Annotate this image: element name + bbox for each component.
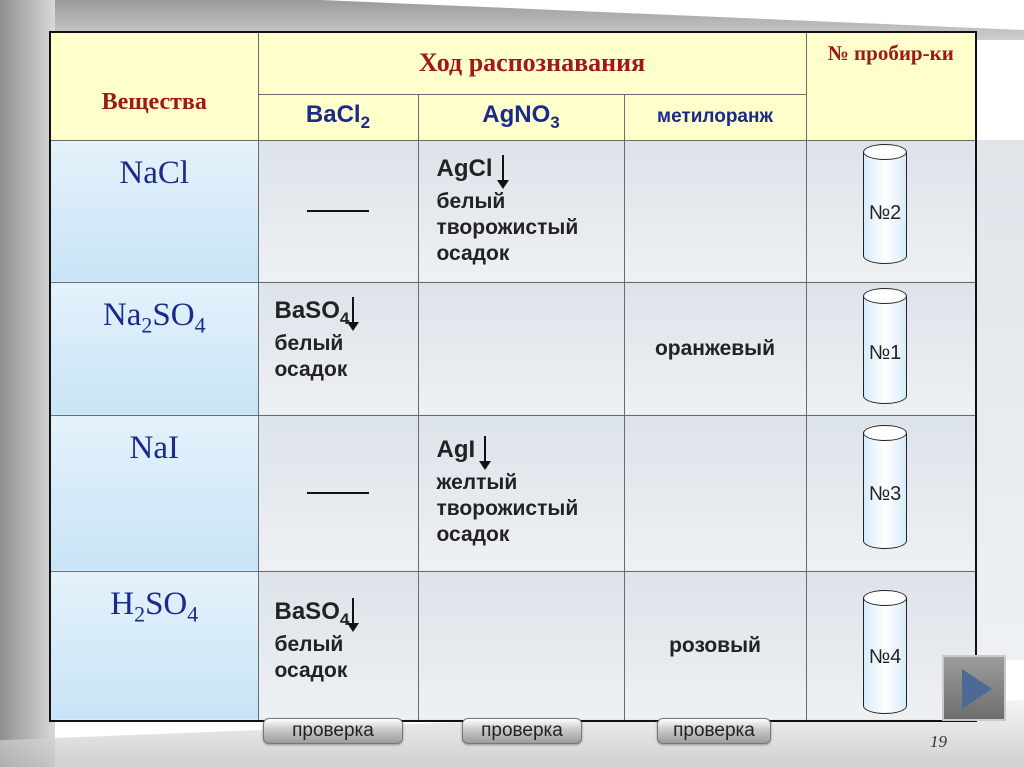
next-slide-button[interactable] (942, 655, 1006, 721)
agno3-result-cell (418, 282, 624, 415)
reagent-cell-bacl2 (258, 94, 418, 140)
table-row (50, 140, 976, 282)
substance-name: $Na_2SO_4$ (102, 296, 206, 338)
table-row (50, 415, 976, 571)
result-line: творожистый (436, 496, 579, 520)
result-line: желтый (436, 470, 518, 494)
header-procedure: Ход распознавания (418, 48, 646, 78)
no-reaction-dash (307, 210, 369, 212)
test-tube-icon[interactable] (863, 590, 907, 720)
reagent-cell-methyl-orange (624, 94, 806, 140)
bacl2-result-cell (258, 415, 418, 571)
substance-cell (50, 282, 258, 415)
test-tube-icon[interactable] (863, 144, 907, 270)
precipitate-arrow-icon (479, 436, 491, 470)
bacl2-result-cell (258, 571, 418, 721)
header-substances-cell (50, 32, 258, 140)
substance-cell (50, 415, 258, 571)
result-line: белый (436, 189, 506, 213)
precipitate-arrow-icon (497, 155, 509, 189)
slide-number: 19 (930, 732, 947, 751)
methyl-result-cell (624, 140, 806, 282)
background-wedge-left (0, 0, 55, 767)
header-substances: Вещества (101, 88, 207, 115)
header-tube-cell (806, 32, 976, 140)
color-result: розовый (669, 633, 761, 657)
precipitate-formula: BaSO$_4$ (274, 597, 350, 629)
bacl2-result-cell (258, 282, 418, 415)
color-result: оранжевый (654, 336, 776, 360)
substance-name: NaI (129, 429, 179, 466)
background-right-band (975, 140, 1024, 660)
methyl-result-cell (624, 415, 806, 571)
tube-label: №2 (868, 202, 902, 224)
result-line: осадок (436, 241, 510, 265)
result-line: белый (274, 632, 344, 656)
agno3-result-cell (418, 140, 624, 282)
check-button-bacl2[interactable]: проверка (263, 718, 403, 744)
test-tube-icon[interactable] (863, 288, 907, 410)
table-row (50, 282, 976, 415)
header-tube-number: № пробир-ки (827, 41, 954, 65)
reagent-cell-agno3 (418, 94, 624, 140)
reagent-agno3: AgNO$_3$ (482, 101, 560, 132)
agno3-result-cell (418, 415, 624, 571)
substance-name: NaCl (119, 154, 190, 191)
precipitate-arrow-icon (347, 297, 359, 331)
tube-label: №4 (868, 646, 902, 668)
header-procedure-cell (258, 32, 806, 94)
check-button-methyl-orange[interactable]: проверка (657, 718, 771, 744)
play-arrow-icon (962, 669, 992, 709)
result-line: осадок (436, 522, 510, 546)
precipitate-formula: AgCl (436, 154, 493, 182)
methyl-result-cell (624, 282, 806, 415)
reagent-bacl2: BaCl$_2$ (305, 101, 371, 132)
test-tube-icon[interactable] (863, 425, 907, 555)
reagent-methyl-orange: метилоранж (657, 106, 773, 127)
recognition-table (49, 31, 977, 722)
result-line: осадок (274, 357, 348, 381)
check-button-agno3[interactable]: проверка (462, 718, 582, 744)
substance-name: $H_2SO_4$ (110, 585, 199, 627)
result-line: творожистый (436, 215, 579, 239)
precipitate-arrow-icon (347, 598, 359, 632)
substance-cell (50, 571, 258, 721)
result-line: осадок (274, 658, 348, 682)
precipitate-formula: AgI (436, 435, 476, 463)
table-row (50, 571, 976, 721)
tube-label: №1 (868, 342, 902, 364)
result-line: белый (274, 331, 344, 355)
no-reaction-dash (307, 492, 369, 494)
precipitate-formula: BaSO$_4$ (274, 296, 350, 328)
substance-cell (50, 140, 258, 282)
bacl2-result-cell (258, 140, 418, 282)
tube-label: №3 (868, 483, 902, 505)
methyl-result-cell (624, 571, 806, 721)
agno3-result-cell (418, 571, 624, 721)
